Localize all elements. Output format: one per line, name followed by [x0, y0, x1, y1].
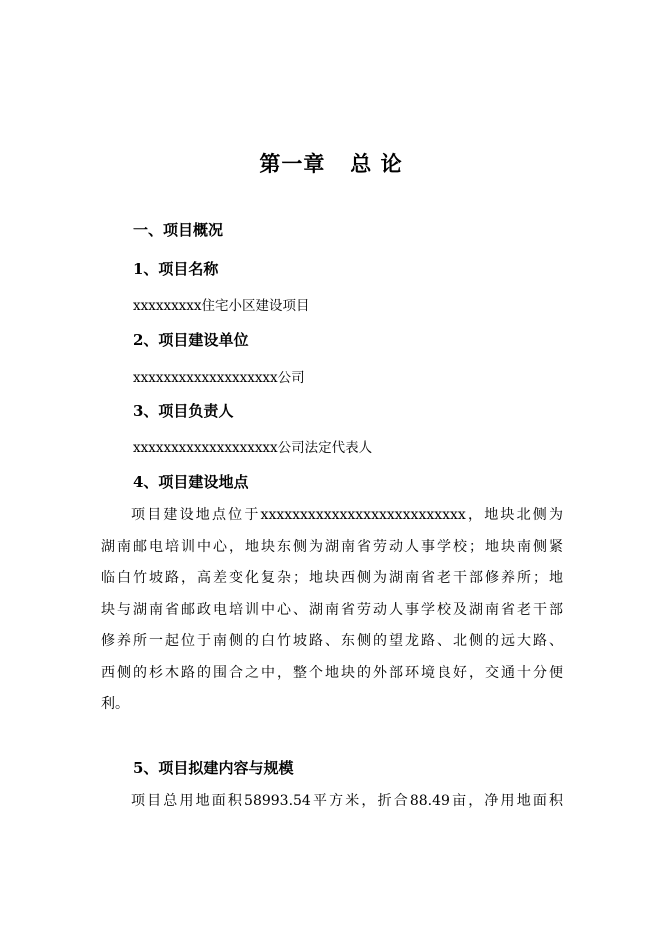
item-heading-construction-scale: 5、项目拟建内容与规模 [133, 759, 294, 777]
paragraph-line: 利。 [101, 696, 129, 712]
paragraph-line: 湖南邮电培训中心，地块东侧为湖南省劳动人事学校；地块南侧紧 [101, 538, 563, 555]
paragraph-line: 西侧的杉木路的围合之中，整个地块的外部环境良好，交通十分便 [101, 664, 563, 681]
paragraph-line: 项目总用地面积58993.54平方米，折合88.49亩，净用地面积 [131, 793, 563, 809]
item-heading-project-name: 1、项目名称 [133, 260, 219, 278]
construction-scale-paragraph [101, 786, 563, 818]
item-value-construction-unit: xxxxxxxxxxxxxxxxxxx公司 [133, 370, 305, 386]
construction-site-paragraph [101, 500, 563, 721]
paragraph-line: 块与湖南省邮政电培训中心、湖南省劳动人事学校及湖南省老干部 [101, 601, 563, 618]
item-heading-project-leader: 3、项目负责人 [133, 402, 234, 420]
paragraph-line: 项目建设地点位于xxxxxxxxxxxxxxxxxxxxxxxxxx，地块北侧为 [131, 507, 563, 523]
item-value-project-name: xxxxxxxxx住宅小区建设项目 [133, 298, 310, 314]
item-value-project-leader: xxxxxxxxxxxxxxxxxxx公司法定代表人 [133, 440, 373, 456]
paragraph-line: 临白竹坡路，高差变化复杂；地块西侧为湖南省老干部修养所；地 [101, 570, 563, 586]
chapter-title: 第一章 总 论 [259, 151, 403, 176]
item-heading-construction-site: 4、项目建设地点 [133, 473, 249, 491]
paragraph-line: 修养所一起位于南侧的白竹坡路、东侧的望龙路、北侧的远大路、 [101, 633, 563, 649]
section-heading-project-overview: 一、项目概况 [133, 221, 224, 239]
item-heading-construction-unit: 2、项目建设单位 [133, 331, 249, 349]
